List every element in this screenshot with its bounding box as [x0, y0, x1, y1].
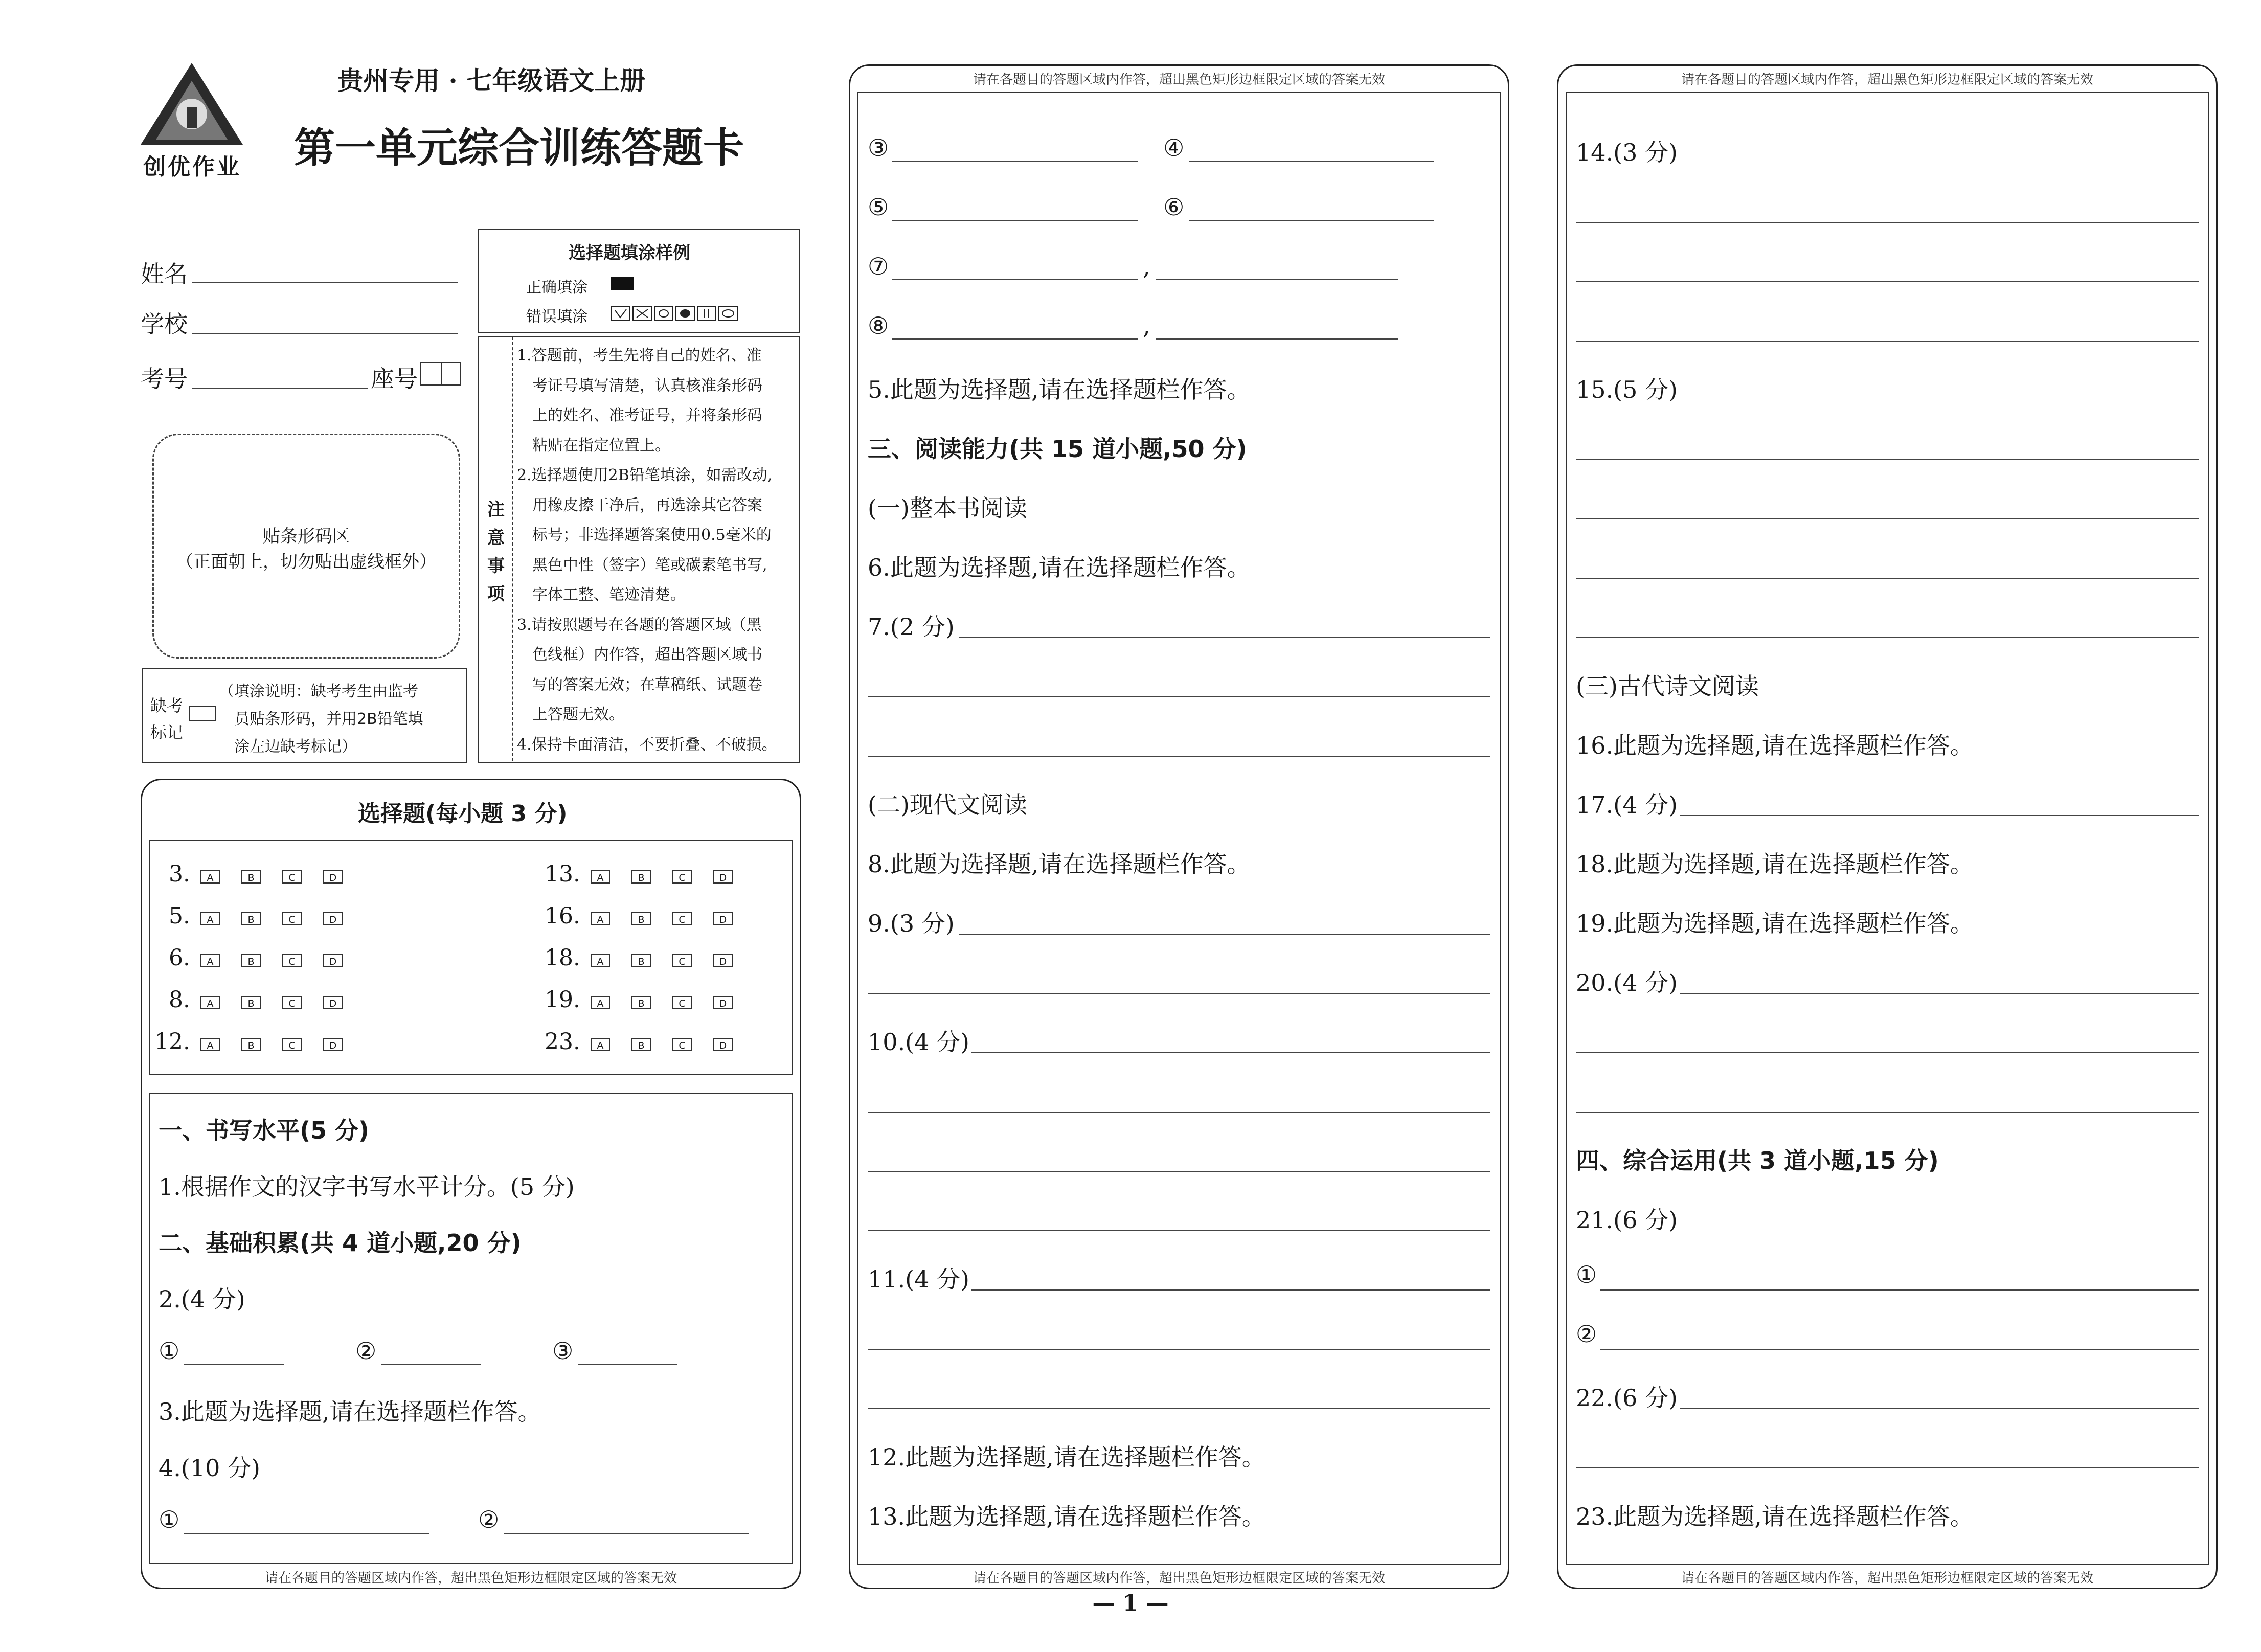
exam-no-label: 考号 [141, 365, 188, 393]
choice-number: 23. [545, 1029, 580, 1055]
question-5: 5.此题为选择题,请在选择题栏作答。 [868, 376, 1251, 403]
choice-option-c[interactable]: C [282, 954, 302, 967]
choice-option-a[interactable]: A [591, 1038, 610, 1051]
question-4: 4.(10 分) [159, 1454, 260, 1482]
choice-option-b[interactable]: B [241, 870, 261, 884]
notes-line: 3.请按照题号在各题的答题区域（黑 [517, 616, 762, 634]
subsection-2: (二)现代文阅读 [868, 791, 1027, 819]
question-7-line-3[interactable] [868, 756, 1490, 757]
item-4-mark: ④ [1163, 134, 1185, 162]
logo [138, 60, 245, 178]
question-3: 3.此题为选择题,请在选择题栏作答。 [159, 1398, 541, 1425]
section-4-title: 四、综合运用(共 3 道小题,15 分) [1576, 1147, 1939, 1174]
question-4-blank-2[interactable] [504, 1533, 749, 1534]
boundary-note-bottom-2: 请在各题目的答题区域内作答，超出黑色矩形边框限定区域的答案无效 [973, 1571, 1385, 1586]
notes-divider [512, 337, 513, 761]
notes-line: 粘贴在指定位置上。 [532, 436, 670, 455]
question-4-mark-1: ① [159, 1506, 180, 1533]
page-number: — 1 — [1092, 1590, 1169, 1616]
question-21: 21.(6 分) [1576, 1206, 1678, 1234]
question-20-line-2[interactable] [1576, 1052, 2199, 1053]
notes-label-1: 注 [487, 500, 505, 520]
choice-option-a[interactable]: A [591, 996, 610, 1009]
choice-number: 6. [169, 945, 190, 971]
choice-option-c[interactable]: C [282, 996, 302, 1009]
question-2-mark-2: ② [355, 1337, 377, 1365]
question-4-blank-1[interactable] [184, 1533, 429, 1534]
item-8-blank-a[interactable] [892, 338, 1138, 340]
question-15-line-1[interactable] [1576, 459, 2199, 460]
barcode-line-1: 贴条形码区 [263, 526, 350, 547]
question-18: 18.此题为选择题,请在选择题栏作答。 [1576, 850, 1974, 878]
absent-mark-box[interactable] [189, 706, 216, 721]
question-10-line-3[interactable] [868, 1171, 1490, 1172]
question-17-line-1[interactable] [1680, 815, 2199, 816]
sample-title: 选择题填涂样例 [569, 243, 690, 263]
question-11: 11.(4 分) [868, 1265, 969, 1293]
notes-line: 写的答案无效；在草稿纸、试题卷 [532, 675, 762, 694]
choice-option-c[interactable]: C [672, 1038, 692, 1051]
question-14-line-3[interactable] [1576, 341, 2199, 342]
choice-option-b[interactable]: B [631, 870, 651, 884]
item-4-blank[interactable] [1189, 161, 1434, 162]
absent-desc-2: 员贴条形码，并用2B铅笔填 [234, 710, 423, 728]
question-23: 23.此题为选择题,请在选择题栏作答。 [1576, 1503, 1974, 1530]
wrong-fill-samples [611, 305, 739, 324]
question-10-line-2[interactable] [868, 1112, 1490, 1113]
choice-option-c[interactable]: C [672, 870, 692, 884]
seat-box[interactable] [420, 362, 461, 386]
sample-box [478, 229, 800, 333]
notes-line: 上的姓名、准考证号，并将条形码 [532, 406, 762, 424]
boundary-note-bottom-3: 请在各题目的答题区域内作答，超出黑色矩形边框限定区域的答案无效 [1681, 1571, 2093, 1586]
choice-option-d[interactable]: D [713, 912, 733, 925]
question-21-line-1[interactable] [1600, 1289, 2199, 1291]
item-6-mark: ⑥ [1163, 193, 1185, 221]
absent-desc-1: （填涂说明：缺考考生由监考 [219, 683, 418, 700]
question-10: 10.(4 分) [868, 1028, 969, 1056]
question-8: 8.此题为选择题,请在选择题栏作答。 [868, 850, 1251, 878]
choice-option-c[interactable]: C [282, 912, 302, 925]
item-7-mark: ⑦ [868, 253, 889, 280]
choice-option-b[interactable]: B [631, 996, 651, 1009]
section-3-title: 三、阅读能力(共 15 道小题,50 分) [868, 435, 1247, 463]
col3-answer-area [1566, 92, 2209, 1565]
question-4-mark-2: ② [478, 1506, 500, 1533]
question-9-line-1[interactable] [959, 934, 1490, 935]
notes-line: 标号；非选择题答案使用0.5毫米的 [532, 526, 772, 544]
question-6: 6.此题为选择题,请在选择题栏作答。 [868, 554, 1251, 581]
notes-line: 2.选择题使用2B铅笔填涂，如需改动, [517, 466, 773, 484]
item-3-blank[interactable] [892, 161, 1138, 162]
choice-option-a[interactable]: A [591, 870, 610, 884]
notes-line: 字体工整、笔迹清楚。 [532, 586, 686, 604]
question-7-line-1[interactable] [959, 637, 1490, 638]
question-20: 20.(4 分) [1576, 969, 1678, 997]
notes-label-3: 事 [487, 556, 505, 576]
choice-option-c[interactable]: C [672, 912, 692, 925]
choice-number: 19. [545, 987, 580, 1013]
page-title: 第一单元综合训练答题卡 [294, 124, 744, 172]
item-8-mark: ⑧ [868, 312, 889, 340]
choice-option-a[interactable]: A [591, 912, 610, 925]
choice-option-a[interactable]: A [200, 954, 220, 967]
question-15: 15.(5 分) [1576, 376, 1678, 403]
logo-triangle-icon [138, 60, 245, 147]
question-2-blank-1[interactable] [184, 1364, 284, 1365]
question-21-mark-2: ② [1576, 1320, 1597, 1348]
question-7: 7.(2 分) [868, 613, 955, 641]
choice-option-c[interactable]: C [672, 996, 692, 1009]
notes-label-4: 项 [487, 584, 505, 604]
choice-option-d[interactable]: D [713, 954, 733, 967]
question-17: 17.(4 分) [1576, 791, 1678, 819]
question-15-line-3[interactable] [1576, 578, 2199, 579]
col2-answer-area [857, 92, 1501, 1565]
question-13: 13.此题为选择题,请在选择题栏作答。 [868, 1503, 1265, 1530]
notes-list [517, 341, 777, 760]
choice-number: 3. [169, 861, 190, 887]
question-9-line-2[interactable] [868, 993, 1490, 994]
question-11-line-3[interactable] [868, 1408, 1490, 1409]
question-19: 19.此题为选择题,请在选择题栏作答。 [1576, 910, 1974, 937]
question-22: 22.(6 分) [1576, 1384, 1678, 1412]
choice-option-b[interactable]: B [631, 1038, 651, 1051]
choice-option-a[interactable]: A [591, 954, 610, 967]
question-22-line-2[interactable] [1576, 1467, 2199, 1468]
section-1-title: 一、书写水平(5 分) [159, 1117, 370, 1144]
notes-label-2: 意 [487, 528, 505, 548]
barcode-area[interactable] [152, 434, 460, 659]
choice-option-a[interactable]: A [200, 996, 220, 1009]
question-12: 12.此题为选择题,请在选择题栏作答。 [868, 1443, 1265, 1471]
choice-option-d[interactable]: D [323, 912, 343, 925]
question-10-line-4[interactable] [868, 1230, 1490, 1231]
choice-number: 12. [154, 1029, 190, 1055]
question-10-line-1[interactable] [971, 1052, 1490, 1053]
question-1: 1.根据作文的汉字书写水平计分。(5 分) [159, 1173, 575, 1201]
question-2: 2.(4 分) [159, 1285, 245, 1313]
choice-number: 13. [545, 861, 580, 887]
question-9: 9.(3 分) [868, 910, 955, 937]
absent-label-2: 标记 [150, 722, 184, 742]
choice-option-d[interactable]: D [713, 1038, 733, 1051]
barcode-line-2: （正面朝上，切勿贴出虚线框外） [176, 552, 437, 572]
choice-option-a[interactable]: A [200, 870, 220, 884]
logo-text: 创优作业 [143, 154, 241, 180]
boundary-note-top-2: 请在各题目的答题区域内作答，超出黑色矩形边框限定区域的答案无效 [973, 72, 1385, 87]
col1-answer-area [149, 1093, 793, 1564]
question-11-line-2[interactable] [868, 1349, 1490, 1350]
section-2-title: 二、基础积累(共 4 道小题,20 分) [159, 1229, 522, 1257]
school-field[interactable] [192, 333, 458, 334]
boundary-note-bottom-1: 请在各题目的答题区域内作答，超出黑色矩形边框限定区域的答案无效 [264, 1571, 677, 1586]
question-2-mark-3: ③ [552, 1337, 574, 1365]
absent-box [142, 668, 467, 763]
item-5-blank[interactable] [892, 220, 1138, 221]
question-14-line-1[interactable] [1576, 222, 2199, 223]
subsection-1: (一)整本书阅读 [868, 494, 1027, 522]
choice-option-d[interactable]: D [323, 1038, 343, 1051]
question-20-line-3[interactable] [1576, 1112, 2199, 1113]
choice-title: 选择题(每小题 3 分) [358, 801, 568, 827]
choice-option-c[interactable]: C [672, 954, 692, 967]
question-7-line-2[interactable] [868, 696, 1490, 697]
school-label: 学校 [141, 310, 188, 338]
correct-fill-label: 正确填涂 [526, 279, 587, 297]
notes-line: 色线框）内作答，超出答题区域书 [532, 646, 762, 664]
choice-option-b[interactable]: B [241, 954, 261, 967]
choice-option-a[interactable]: A [200, 912, 220, 925]
absent-label-1: 缺考 [150, 696, 184, 715]
question-2-blank-3[interactable] [578, 1364, 677, 1365]
choice-option-b[interactable]: B [241, 1038, 261, 1051]
question-11-line-1[interactable] [971, 1289, 1490, 1291]
subsection-3: (三)古代诗文阅读 [1576, 672, 1759, 700]
notes-line: 4.保持卡面清洁，不要折叠、不破损。 [517, 735, 777, 754]
choice-option-c[interactable]: C [282, 1038, 302, 1051]
question-14: 14.(3 分) [1576, 139, 1678, 166]
choice-option-d[interactable]: D [323, 996, 343, 1009]
boundary-note-top-3: 请在各题目的答题区域内作答，超出黑色矩形边框限定区域的答案无效 [1681, 72, 2093, 87]
item-7-comma: , [1143, 253, 1150, 280]
item-3-mark: ③ [868, 134, 889, 162]
choice-number: 8. [169, 987, 190, 1013]
question-20-line-1[interactable] [1680, 993, 2199, 994]
choice-option-b[interactable]: B [631, 954, 651, 967]
question-15-line-4[interactable] [1576, 637, 2199, 638]
question-15-line-2[interactable] [1576, 518, 2199, 519]
choice-option-d[interactable]: D [323, 870, 343, 884]
seat-label: 座号 [371, 365, 418, 393]
choice-option-b[interactable]: B [241, 996, 261, 1009]
name-label: 姓名 [141, 260, 188, 288]
question-21-mark-1: ① [1576, 1261, 1597, 1288]
question-21-line-2[interactable] [1600, 1349, 2199, 1350]
choice-number: 18. [545, 945, 580, 971]
name-field[interactable] [192, 282, 458, 283]
wrong-fill-label: 错误填涂 [526, 308, 587, 326]
correct-fill-sample [611, 277, 634, 290]
choice-number: 16. [545, 903, 580, 929]
absent-desc-3: 涂左边缺考标记） [234, 738, 357, 756]
item-6-blank[interactable] [1189, 220, 1434, 221]
notes-line: 考证号填写清楚，认真核准条形码 [532, 376, 762, 395]
notes-line: 上答题无效。 [532, 706, 624, 723]
question-2-blank-2[interactable] [381, 1364, 481, 1365]
exam-no-field[interactable] [192, 388, 368, 389]
question-16: 16.此题为选择题,请在选择题栏作答。 [1576, 732, 1974, 759]
choice-number: 5. [169, 903, 190, 929]
notes-line: 1.答题前，考生先将自己的姓名、准 [517, 347, 762, 365]
item-5-mark: ⑤ [868, 193, 889, 221]
question-14-line-2[interactable] [1576, 281, 2199, 282]
header-subtitle: 贵州专用 · 七年级语文上册 [337, 65, 646, 96]
choice-option-a[interactable]: A [200, 1038, 220, 1051]
choice-option-d[interactable]: D [713, 870, 733, 884]
choice-option-d[interactable]: D [323, 954, 343, 967]
item-7-blank-b[interactable] [1156, 279, 1398, 280]
notes-line: 用橡皮擦干净后，再选涂其它答案 [532, 496, 762, 514]
notes-line: 黑色中性（签字）笔或碳素笔书写, [532, 556, 767, 574]
notes-box [478, 336, 800, 763]
choice-option-b[interactable]: B [631, 912, 651, 925]
item-7-blank-a[interactable] [892, 279, 1138, 280]
choice-option-d[interactable]: D [713, 996, 733, 1009]
choice-option-c[interactable]: C [282, 870, 302, 884]
question-22-line-1[interactable] [1680, 1408, 2199, 1409]
item-8-comma: , [1143, 312, 1150, 340]
question-2-mark-1: ① [159, 1337, 180, 1365]
choice-option-b[interactable]: B [241, 912, 261, 925]
item-8-blank-b[interactable] [1156, 338, 1398, 340]
